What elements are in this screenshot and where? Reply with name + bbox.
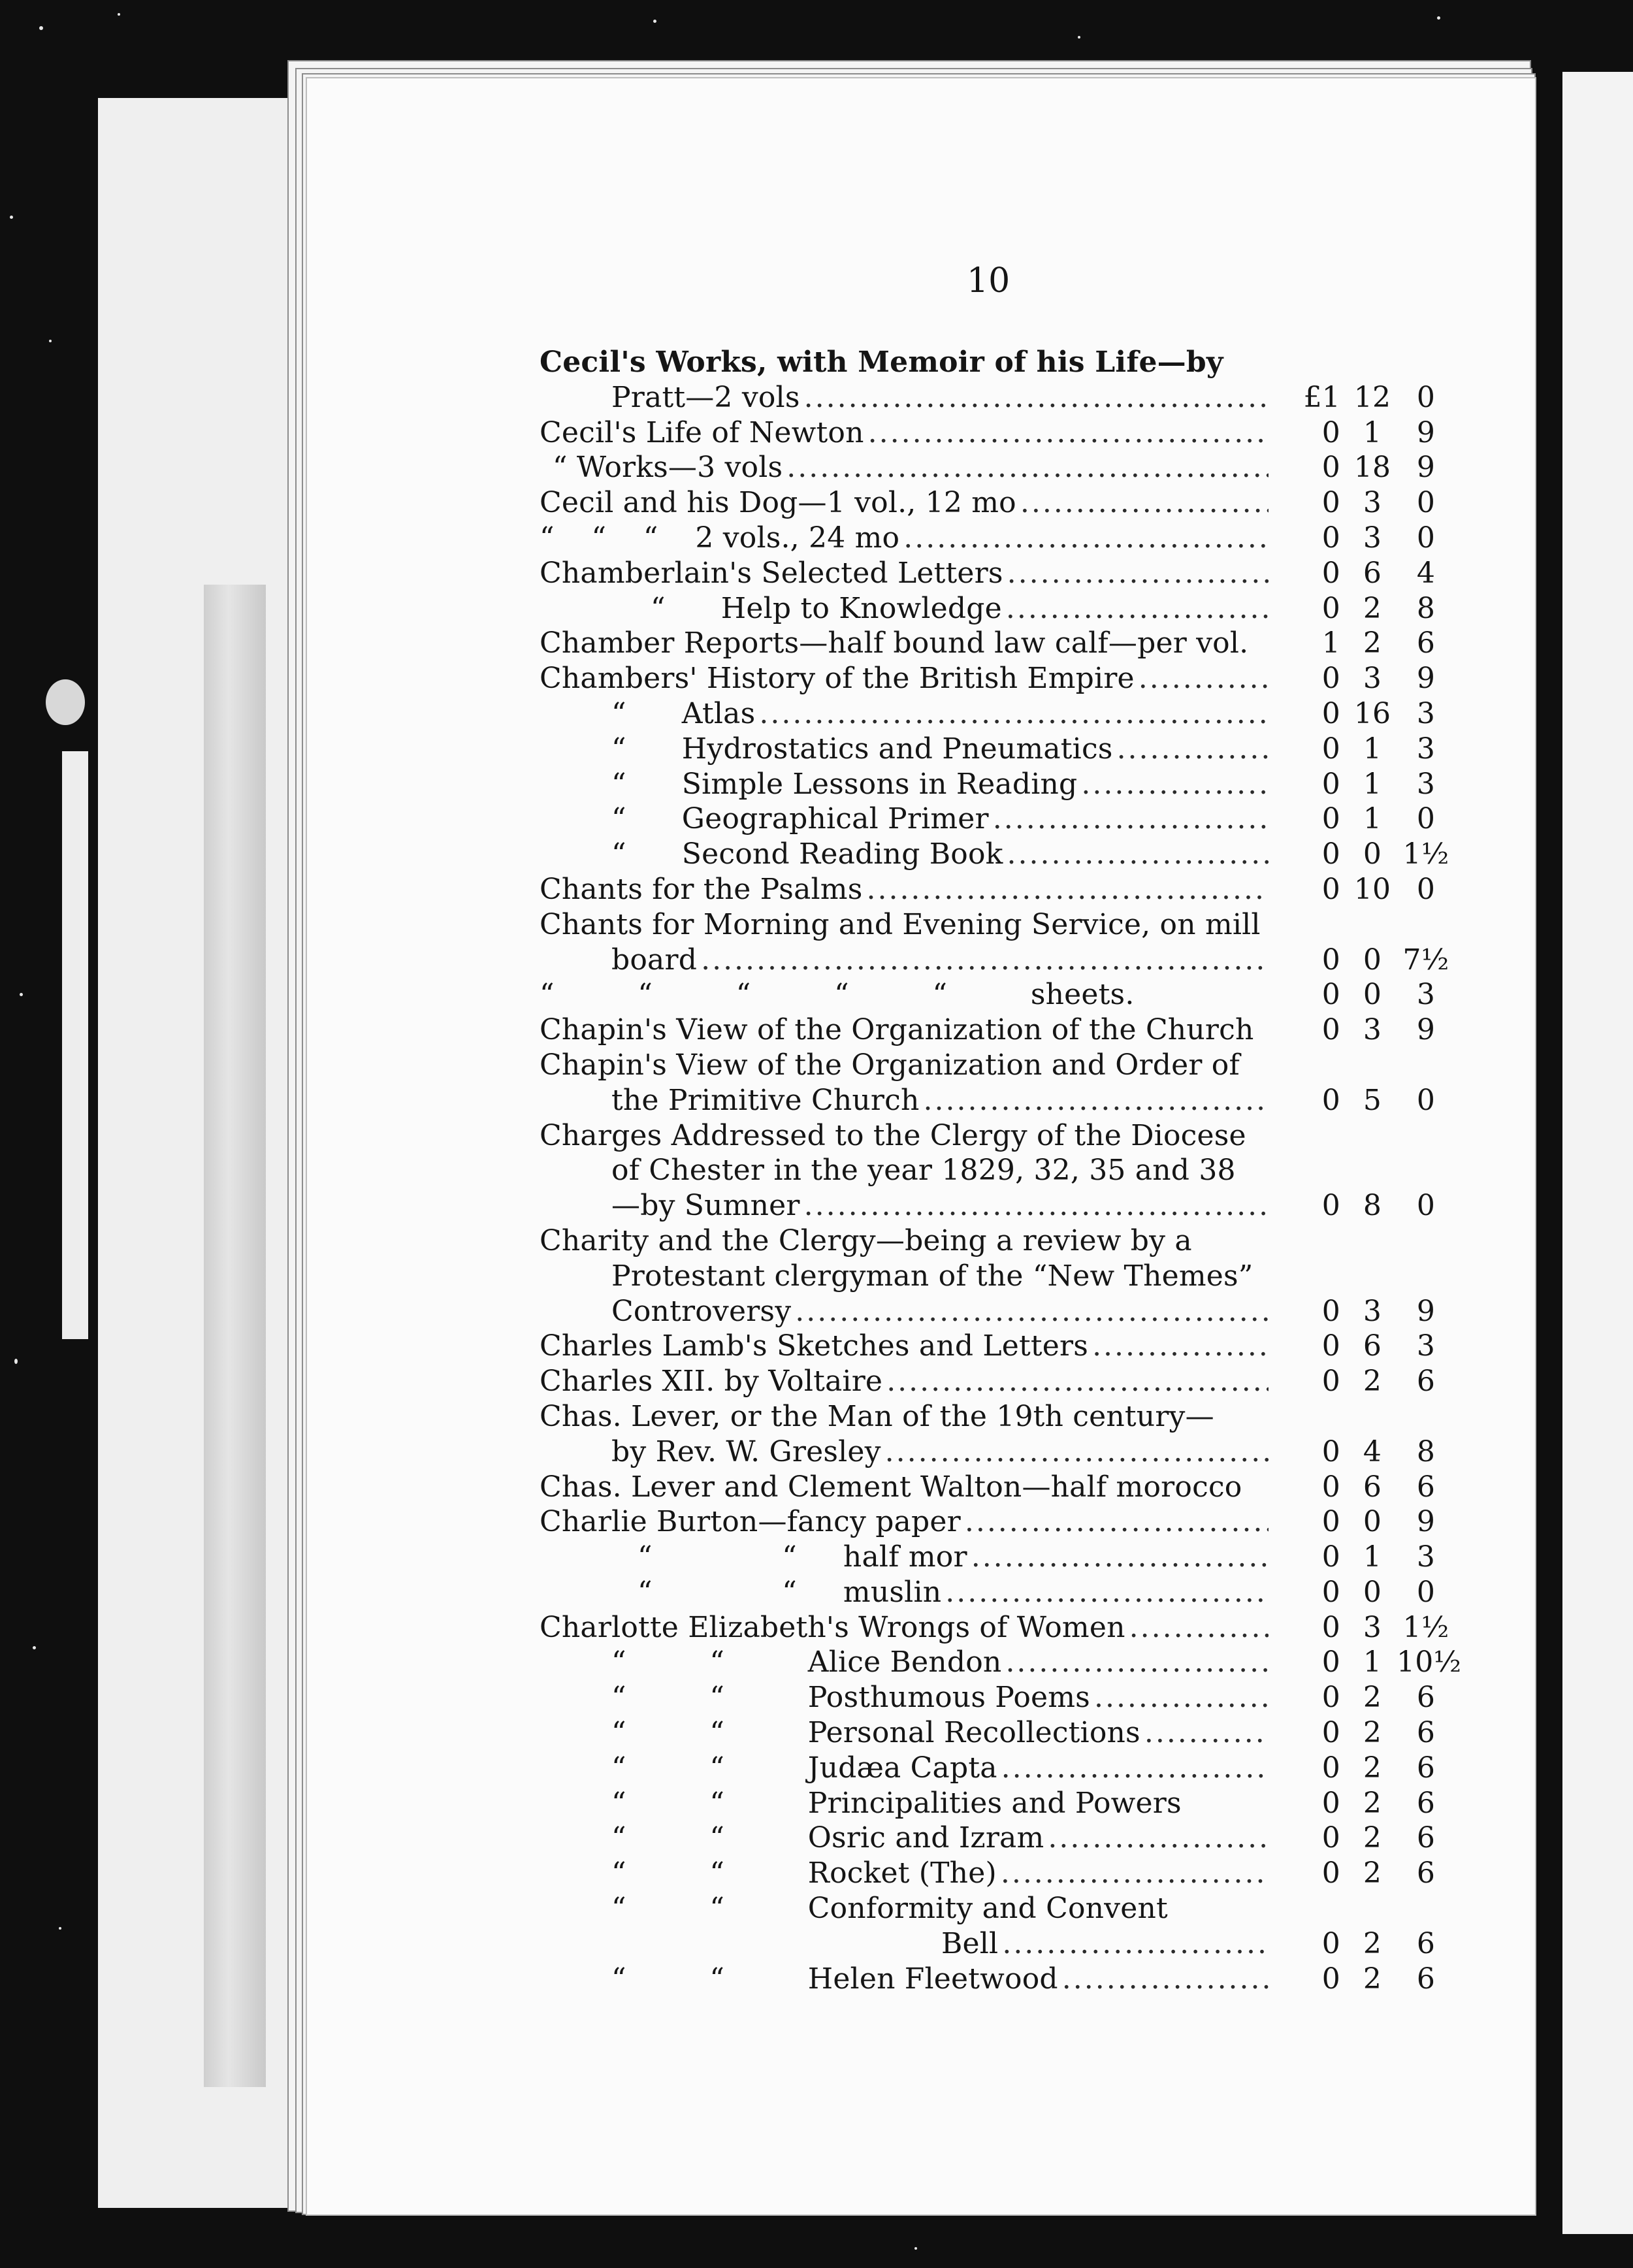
price-pounds: 0 xyxy=(1321,767,1340,801)
entry-title: “ “ Osric and Izram xyxy=(611,1821,1044,1855)
price-shillings: 0 xyxy=(1363,837,1382,871)
price-pence: 0 xyxy=(1416,380,1436,414)
price-pounds: 0 xyxy=(1321,1083,1340,1117)
price-shillings: 0 xyxy=(1363,978,1382,1012)
price-pence: 0 xyxy=(1416,872,1436,906)
entry-title: Pratt—2 vols xyxy=(611,380,800,414)
price-pounds: 1 xyxy=(1321,626,1340,660)
catalogue-entry xyxy=(540,626,1436,661)
dot-leader xyxy=(1129,1610,1269,1645)
catalogue-entry xyxy=(540,1610,1449,1645)
price-shillings: 2 xyxy=(1363,1926,1382,1960)
price-pence: 10½ xyxy=(1397,1645,1462,1679)
dot-leader xyxy=(924,1083,1269,1118)
price-pence: 6 xyxy=(1416,1365,1436,1399)
price-pence: 3 xyxy=(1416,732,1436,766)
dot-leader xyxy=(866,872,1269,907)
dot-leader xyxy=(885,1434,1269,1470)
price-shillings: 3 xyxy=(1363,1610,1382,1644)
left-page-strip xyxy=(62,751,88,1339)
catalogue-entry xyxy=(540,1751,1436,1786)
catalogue-entry xyxy=(540,1540,1436,1575)
entry-title: the Primitive Church xyxy=(611,1083,920,1117)
price-pence: 6 xyxy=(1416,1856,1436,1890)
catalogue-entry xyxy=(540,1645,1462,1680)
dot-leader xyxy=(804,380,1269,415)
catalogue-entry xyxy=(540,802,1436,837)
dot-leader xyxy=(1007,837,1269,872)
catalogue-entry xyxy=(540,1153,1433,1188)
catalogue-entry xyxy=(540,345,1433,380)
price-pence: 9 xyxy=(1416,1294,1436,1328)
entry-title: “ Atlas xyxy=(611,696,756,730)
entry-title: “ “ muslin xyxy=(638,1575,942,1609)
dot-leader xyxy=(993,802,1269,837)
price-pence: 7½ xyxy=(1402,943,1449,977)
price-shillings: 5 xyxy=(1363,1083,1382,1117)
entry-title: Chapin's View of the Organization and Order of xyxy=(540,1048,1240,1082)
price-pence: 0 xyxy=(1416,1083,1436,1117)
price-shillings: 3 xyxy=(1363,662,1382,696)
price-pounds: 0 xyxy=(1321,1716,1340,1750)
price-pounds: 0 xyxy=(1321,872,1340,906)
entry-title: “ Second Reading Book xyxy=(611,837,1003,871)
entry-title: Controversy xyxy=(611,1294,792,1328)
price-pounds: 0 xyxy=(1321,1821,1340,1855)
price-shillings: 2 xyxy=(1363,591,1382,625)
price-pounds: 0 xyxy=(1321,732,1340,766)
dot-leader xyxy=(804,1188,1269,1223)
catalogue-entry xyxy=(540,1575,1436,1610)
dot-leader xyxy=(1144,1715,1269,1751)
entry-title: Protestant clergyman of the “New Themes” xyxy=(611,1259,1253,1293)
price-shillings: 2 xyxy=(1363,1365,1382,1399)
price-shillings: 2 xyxy=(1363,1681,1382,1715)
price-pounds: 0 xyxy=(1321,662,1340,696)
dot-leader xyxy=(1048,1821,1269,1856)
price-pounds: 0 xyxy=(1321,1962,1340,1996)
catalogue-entry xyxy=(540,1259,1433,1294)
dot-leader xyxy=(1117,732,1269,767)
price-pounds: £1 xyxy=(1303,380,1340,414)
catalogue-entry xyxy=(540,1856,1436,1891)
price-pounds: 0 xyxy=(1321,451,1340,485)
price-pence: 0 xyxy=(1416,802,1436,836)
price-pence: 1½ xyxy=(1402,837,1449,871)
catalogue-entry xyxy=(540,1715,1436,1751)
price-shillings: 1 xyxy=(1363,802,1382,836)
price-pounds: 0 xyxy=(1321,696,1340,730)
price-shillings: 0 xyxy=(1363,943,1382,977)
price-pence: 6 xyxy=(1416,1962,1436,1996)
price-pence: 6 xyxy=(1416,1681,1436,1715)
entry-title: Chambers' History of the British Empire xyxy=(540,662,1135,696)
price-pence: 0 xyxy=(1416,486,1436,520)
catalogue-entry xyxy=(540,450,1436,485)
entry-title: “ Simple Lessons in Reading xyxy=(611,767,1078,801)
price-pounds: 0 xyxy=(1321,1540,1340,1574)
price-pence: 3 xyxy=(1416,1329,1436,1363)
catalogue-entry xyxy=(540,1118,1433,1154)
price-shillings: 3 xyxy=(1363,486,1382,520)
price-pence: 9 xyxy=(1416,1505,1436,1539)
dot-leader xyxy=(795,1294,1269,1329)
catalogue-entry xyxy=(540,1891,1433,1926)
price-pounds: 0 xyxy=(1321,1751,1340,1785)
catalogue-entry xyxy=(540,380,1436,415)
entry-title: “ Help to Knowledge xyxy=(651,591,1002,625)
price-pounds: 0 xyxy=(1321,521,1340,555)
catalogue-entry xyxy=(540,943,1449,978)
price-pence: 8 xyxy=(1416,1434,1436,1468)
entry-title: “ “ “ 2 vols., 24 mo xyxy=(540,521,900,555)
price-pounds: 0 xyxy=(1321,802,1340,836)
catalogue-entry xyxy=(540,1962,1436,1997)
catalogue-entry xyxy=(540,1434,1436,1470)
price-pounds: 0 xyxy=(1321,415,1340,449)
price-shillings: 16 xyxy=(1353,696,1391,730)
dot-leader xyxy=(1020,485,1269,521)
price-pence: 9 xyxy=(1416,662,1436,696)
price-pence: 8 xyxy=(1416,591,1436,625)
price-pence: 6 xyxy=(1416,1821,1436,1855)
catalogue-entry xyxy=(540,1926,1436,1962)
price-shillings: 1 xyxy=(1363,1645,1382,1679)
price-shillings: 1 xyxy=(1363,732,1382,766)
entry-title: by Rev. W. Gresley xyxy=(611,1434,881,1468)
catalogue-entry xyxy=(540,732,1436,767)
book-price-list xyxy=(540,345,1462,1996)
entry-title: Charles XII. by Voltaire xyxy=(540,1365,883,1399)
entry-title: Charity and the Clergy—being a review by a xyxy=(540,1223,1192,1257)
catalogue-entry xyxy=(540,1504,1436,1540)
catalogue-entry xyxy=(540,591,1436,626)
price-pounds: 0 xyxy=(1321,1856,1340,1890)
price-pounds: 0 xyxy=(1321,1294,1340,1328)
price-shillings: 0 xyxy=(1363,1575,1382,1609)
catalogue-entry xyxy=(540,1294,1436,1329)
price-pounds: 0 xyxy=(1321,486,1340,520)
price-pounds: 0 xyxy=(1321,943,1340,977)
catalogue-entry xyxy=(540,767,1436,802)
catalogue-entry xyxy=(540,837,1449,872)
price-shillings: 2 xyxy=(1363,1786,1382,1820)
entry-title: Chamber Reports—half bound law calf—per vol. xyxy=(540,626,1249,660)
dot-leader xyxy=(1062,1962,1269,1997)
price-shillings: 6 xyxy=(1363,1329,1382,1363)
price-pounds: 0 xyxy=(1321,1610,1340,1644)
entry-title: “ Works—3 vols xyxy=(553,451,783,485)
entry-title: “ “ Posthumous Poems xyxy=(611,1681,1090,1715)
dot-leader xyxy=(1007,556,1269,591)
catalogue-entry xyxy=(540,1083,1436,1118)
page-number: 10 xyxy=(967,261,1011,300)
entry-title: Charlie Burton—fancy paper xyxy=(540,1505,961,1539)
catalogue-entry xyxy=(540,1821,1436,1856)
entry-title: “ “ Helen Fleetwood xyxy=(611,1962,1058,1996)
catalogue-entry xyxy=(540,872,1436,907)
price-shillings: 2 xyxy=(1363,1962,1382,1996)
entry-title: “ “ half mor xyxy=(638,1540,967,1574)
price-pence: 6 xyxy=(1416,1716,1436,1750)
entry-title: Cecil's Life of Newton xyxy=(540,415,864,449)
price-shillings: 1 xyxy=(1363,767,1382,801)
entry-title: Chas. Lever and Clement Walton—half morocco xyxy=(540,1470,1242,1504)
price-pence: 0 xyxy=(1416,1575,1436,1609)
price-shillings: 3 xyxy=(1363,1294,1382,1328)
price-shillings: 1 xyxy=(1363,415,1382,449)
catalogue-entry xyxy=(540,415,1436,451)
dot-leader xyxy=(886,1364,1269,1399)
price-pence: 6 xyxy=(1416,1786,1436,1820)
price-shillings: 3 xyxy=(1363,1013,1382,1047)
price-pence: 9 xyxy=(1416,1013,1436,1047)
price-pounds: 0 xyxy=(1321,1505,1340,1539)
entry-title: Cecil's Works, with Memoir of his Life—by xyxy=(540,346,1223,379)
catalogue-entry xyxy=(540,1329,1436,1364)
dot-leader xyxy=(868,415,1269,451)
entry-title: Chas. Lever, or the Man of the 19th century— xyxy=(540,1399,1214,1433)
price-pounds: 0 xyxy=(1321,1681,1340,1715)
price-pounds: 0 xyxy=(1321,1365,1340,1399)
price-pounds: 0 xyxy=(1321,556,1340,590)
entry-title: “ “ Conformity and Convent xyxy=(611,1892,1168,1926)
entry-title: Bell xyxy=(941,1926,999,1960)
dot-leader xyxy=(1139,661,1269,696)
price-pounds: 0 xyxy=(1321,1575,1340,1609)
price-pence: 3 xyxy=(1416,978,1436,1012)
dot-leader xyxy=(903,521,1269,556)
dot-leader xyxy=(1001,1751,1269,1786)
catalogue-entry xyxy=(540,696,1436,732)
entry-title: “ “ Rocket (The) xyxy=(611,1856,997,1890)
price-pence: 6 xyxy=(1416,626,1436,660)
dot-leader xyxy=(786,450,1269,485)
price-pounds: 0 xyxy=(1321,1329,1340,1363)
price-pence: 9 xyxy=(1416,451,1436,485)
price-pence: 6 xyxy=(1416,1751,1436,1785)
price-shillings: 2 xyxy=(1363,1821,1382,1855)
entry-title: of Chester in the year 1829, 32, 35 and 38 xyxy=(611,1154,1236,1188)
catalogue-entry xyxy=(540,1364,1436,1399)
entry-title: “ “ Judæa Capta xyxy=(611,1751,997,1785)
price-shillings: 6 xyxy=(1363,1470,1382,1504)
catalogue-entry xyxy=(540,1786,1436,1821)
catalogue-entry xyxy=(540,1223,1433,1259)
price-shillings: 2 xyxy=(1363,1751,1382,1785)
dot-leader xyxy=(701,943,1269,978)
price-pence: 0 xyxy=(1416,521,1436,555)
price-pence: 9 xyxy=(1416,415,1436,449)
right-page-edge xyxy=(1562,72,1633,2234)
dot-leader xyxy=(1094,1680,1269,1715)
entry-title: “ “ Alice Bendon xyxy=(611,1645,1002,1679)
catalogue-entry xyxy=(540,1012,1436,1048)
catalogue-entry xyxy=(540,661,1436,696)
entry-title: Charlotte Elizabeth's Wrongs of Women xyxy=(540,1610,1125,1644)
dot-leader xyxy=(1005,1645,1269,1680)
entry-title: Chants for the Psalms xyxy=(540,872,863,906)
price-shillings: 3 xyxy=(1363,521,1382,555)
entry-title: board xyxy=(611,943,698,977)
price-pence: 6 xyxy=(1416,1926,1436,1960)
price-shillings: 10 xyxy=(1353,872,1391,906)
entry-title: “ Geographical Primer xyxy=(611,802,989,836)
entry-title: Chamberlain's Selected Letters xyxy=(540,556,1003,590)
entry-title: “ “ Principalities and Powers xyxy=(611,1786,1182,1820)
catalogue-entry xyxy=(540,485,1436,521)
entry-title: Chants for Morning and Evening Service, on mill xyxy=(540,907,1261,941)
price-pounds: 0 xyxy=(1321,978,1340,1012)
price-shillings: 2 xyxy=(1363,1856,1382,1890)
price-pence: 3 xyxy=(1416,1540,1436,1574)
price-pounds: 0 xyxy=(1321,1434,1340,1468)
price-pounds: 0 xyxy=(1321,1926,1340,1960)
dot-leader xyxy=(1092,1329,1269,1364)
catalogue-entry xyxy=(540,1188,1436,1223)
price-pounds: 0 xyxy=(1321,591,1340,625)
entry-title: Chapin's View of the Organization of the Church xyxy=(540,1013,1254,1047)
price-pounds: 0 xyxy=(1321,1786,1340,1820)
catalogue-entry xyxy=(540,1680,1436,1715)
catalogue-entry xyxy=(540,521,1436,556)
entry-title: Cecil and his Dog—1 vol., 12 mo xyxy=(540,486,1016,520)
price-shillings: 0 xyxy=(1363,1505,1382,1539)
catalogue-entry xyxy=(540,1048,1433,1083)
catalogue-entry xyxy=(540,1470,1436,1505)
price-shillings: 6 xyxy=(1363,556,1382,590)
price-shillings: 4 xyxy=(1363,1434,1382,1468)
price-shillings: 1 xyxy=(1363,1540,1382,1574)
dot-leader xyxy=(971,1540,1269,1575)
dot-leader xyxy=(1002,1926,1269,1962)
dot-leader xyxy=(759,696,1269,732)
price-shillings: 8 xyxy=(1363,1189,1382,1223)
price-pence: 1½ xyxy=(1402,1610,1449,1644)
price-shillings: 2 xyxy=(1363,626,1382,660)
catalogue-entry xyxy=(540,1399,1433,1434)
dot-leader xyxy=(965,1504,1269,1540)
price-pence: 4 xyxy=(1416,556,1436,590)
price-shillings: 12 xyxy=(1353,380,1391,414)
dot-leader xyxy=(1081,767,1269,802)
price-pence: 6 xyxy=(1416,1470,1436,1504)
entry-title: Charges Addressed to the Clergy of the Diocese xyxy=(540,1118,1246,1152)
price-shillings: 2 xyxy=(1363,1716,1382,1750)
dot-leader xyxy=(1001,1856,1269,1891)
price-pence: 3 xyxy=(1416,767,1436,801)
page-gutter-shadow xyxy=(204,585,266,2087)
entry-title: Charles Lamb's Sketches and Letters xyxy=(540,1329,1089,1363)
entry-title: “ “ Personal Recollections xyxy=(611,1716,1140,1750)
entry-title: “ “ “ “ “ sheets. xyxy=(540,978,1135,1012)
catalogue-entry xyxy=(540,907,1433,943)
price-pence: 3 xyxy=(1416,696,1436,730)
catalogue-entry xyxy=(540,556,1436,591)
catalogue-entry xyxy=(540,977,1436,1012)
price-pounds: 0 xyxy=(1321,1189,1340,1223)
dot-leader xyxy=(1006,591,1269,626)
entry-title: —by Sumner xyxy=(611,1189,800,1223)
price-pounds: 0 xyxy=(1321,1645,1340,1679)
price-pence: 0 xyxy=(1416,1189,1436,1223)
price-pounds: 0 xyxy=(1321,837,1340,871)
entry-title: “ Hydrostatics and Pneumatics xyxy=(611,732,1113,766)
price-shillings: 18 xyxy=(1353,451,1391,485)
dot-leader xyxy=(945,1575,1269,1610)
price-pounds: 0 xyxy=(1321,1470,1340,1504)
price-pounds: 0 xyxy=(1321,1013,1340,1047)
